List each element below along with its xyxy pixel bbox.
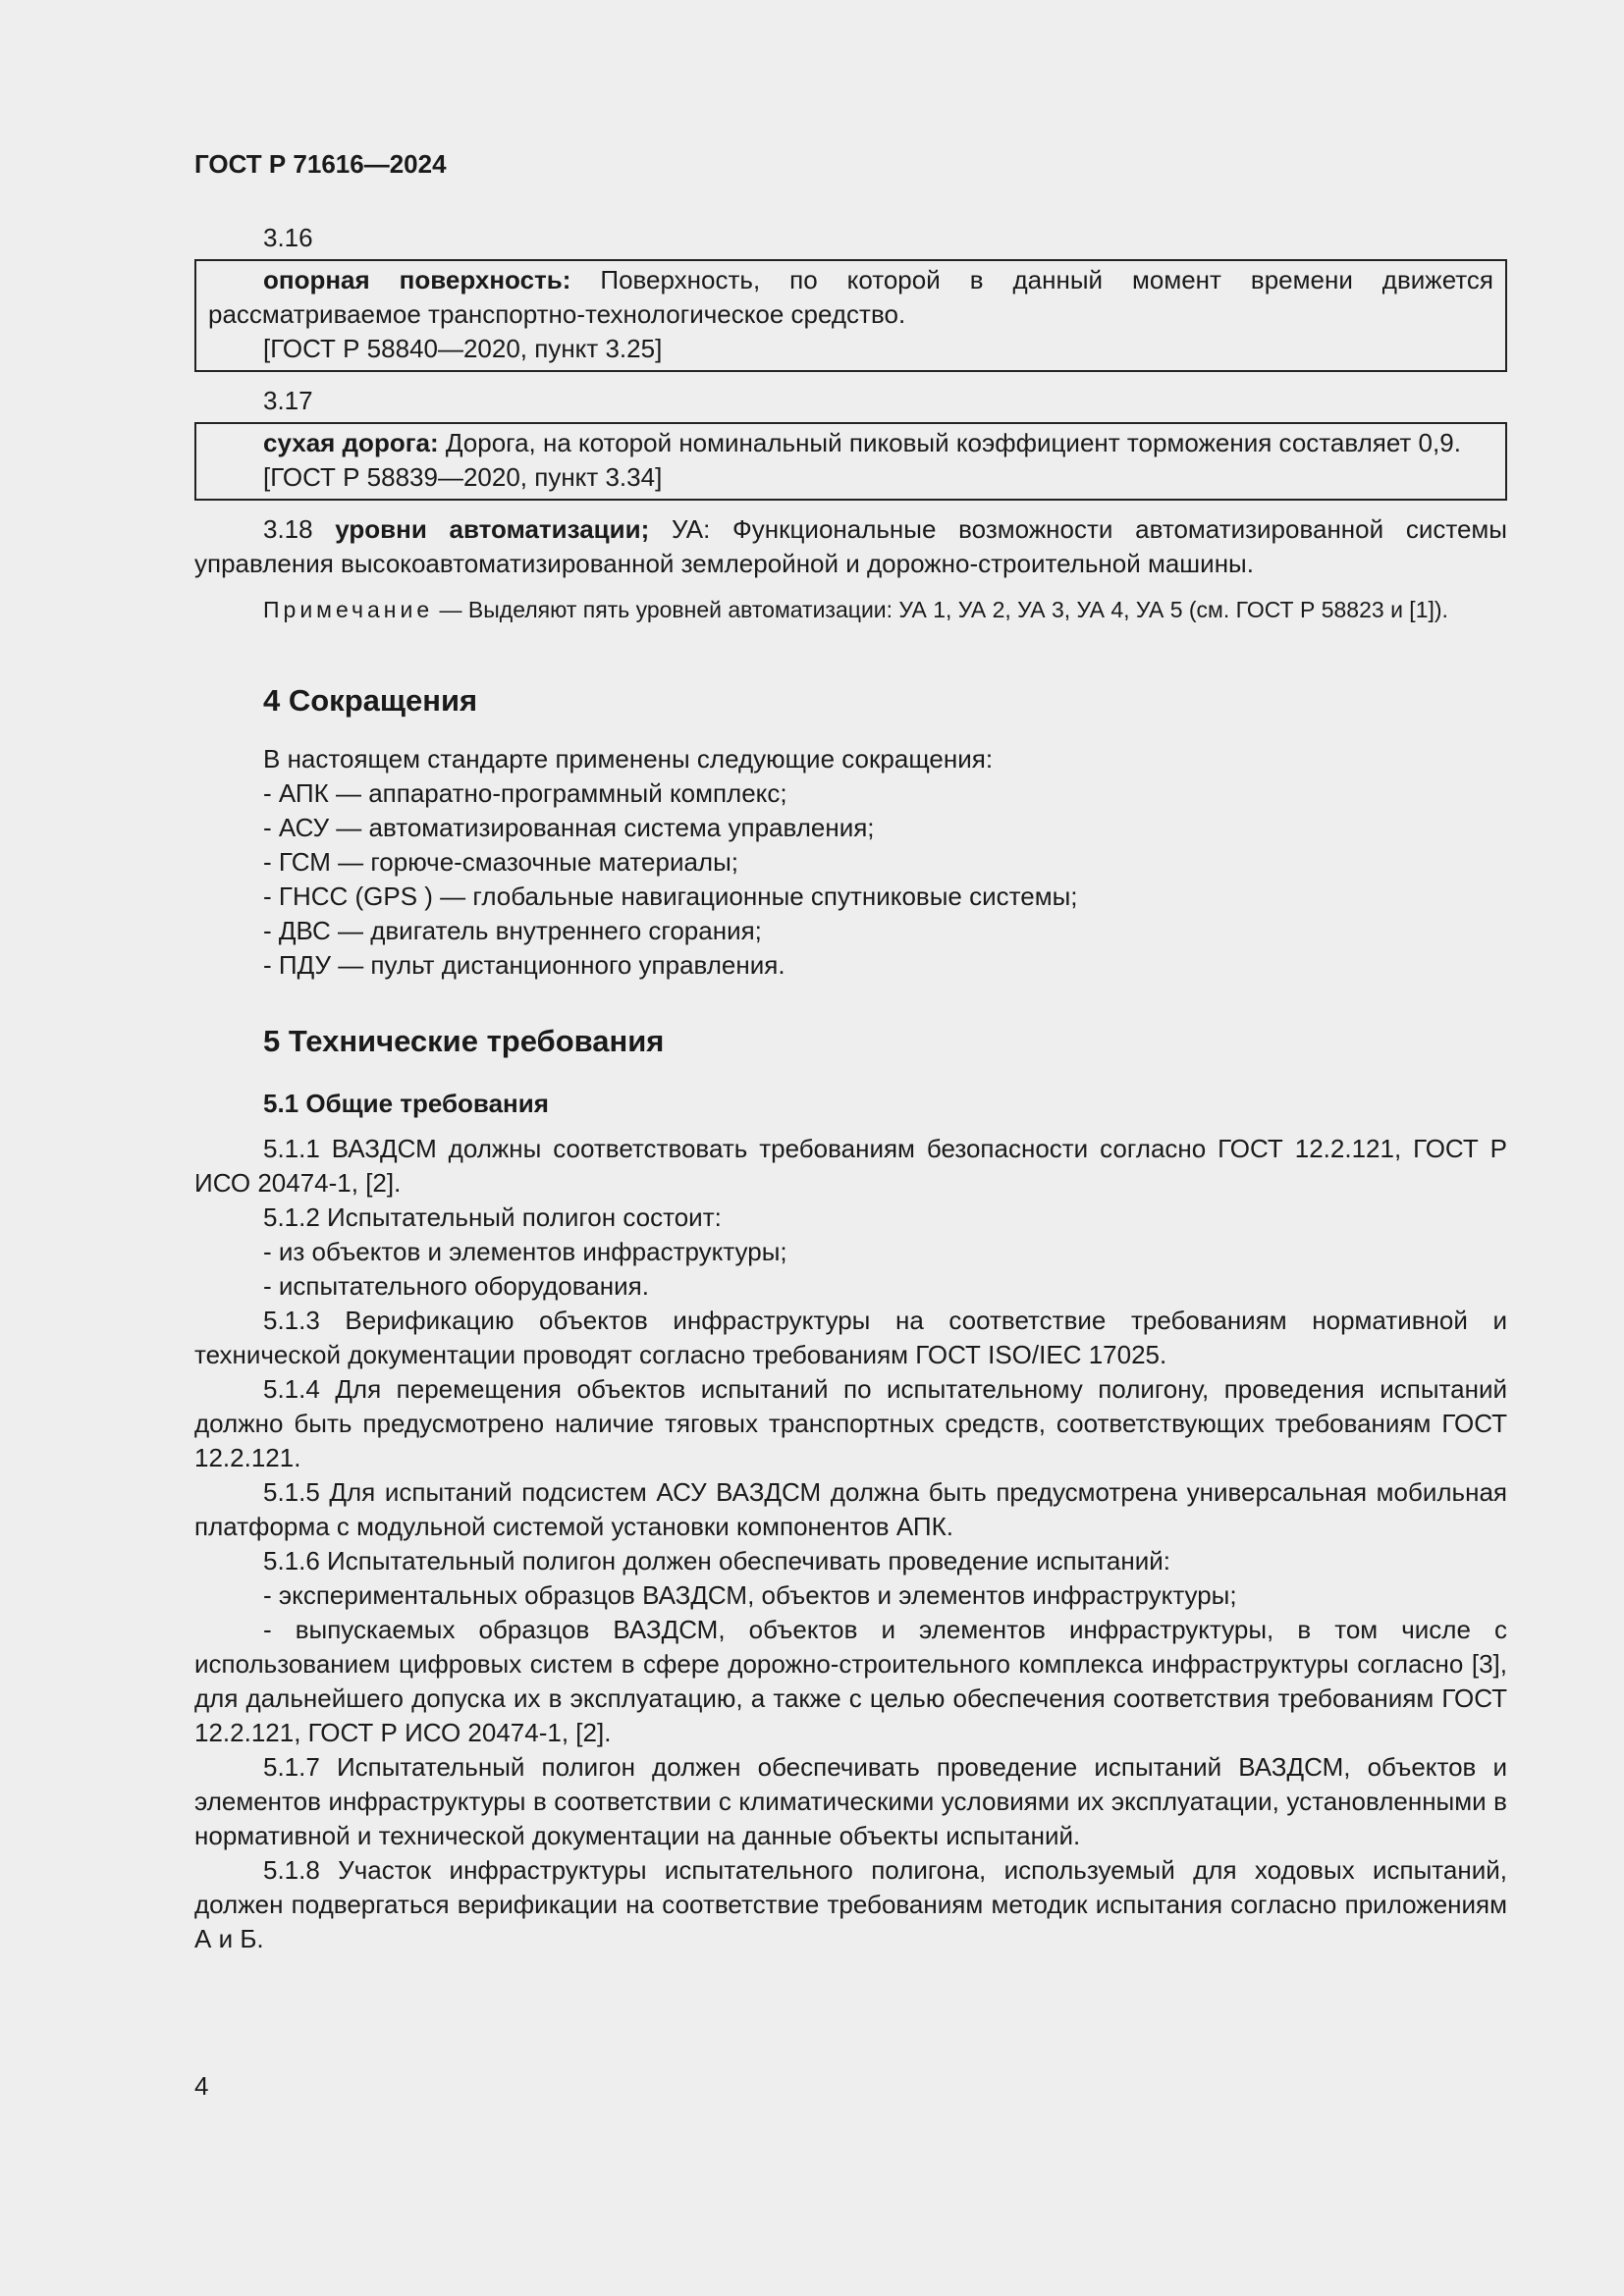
- paragraph: 5.1.7 Испытательный полигон должен обеспечивать проведение испытаний ВАЗДСМ, объектов и элементов инфраструктуры в соответствии с климатическими условиями их эксплуатации, установленными в нормативной и технической документации на данные объекты испытаний.: [194, 1752, 1507, 1850]
- term-paragraph: [194, 512, 1507, 581]
- term-number: 3.18: [263, 514, 336, 544]
- note-label: Примечание: [263, 597, 434, 622]
- paragraph: 5.1.6 Испытательный полигон должен обеспечивать проведение испытаний:: [263, 1546, 1170, 1575]
- paragraph: 5.1.4 Для перемещения объектов испытаний по испытательному полигону, проведения испытаний должно быть предусмотрено наличие тяговых транспортных средств, соответствующих требованиям ГОСТ 12.2.121.: [194, 1374, 1507, 1472]
- term-definition: [208, 426, 1493, 460]
- paragraph: 5.1.2 Испытательный полигон состоит:: [263, 1202, 722, 1232]
- paragraph: 5.1.1 ВАЗДСМ должны соответствовать требованиям безопасности согласно ГОСТ 12.2.121, ГОСТ Р ИСО 20474-1, [2].: [194, 1134, 1507, 1198]
- term-text: Дорога, на которой номинальный пиковый коэффициент торможения составляет 0,9.: [438, 428, 1461, 457]
- term-box: [194, 422, 1507, 501]
- list-item: - ПДУ — пульт дистанционного управления.: [263, 950, 785, 980]
- section-heading: 4 Сокращения: [263, 683, 478, 718]
- term-number: 3.17: [263, 386, 313, 415]
- list-item: - АПК — аппаратно-программный комплекс;: [263, 778, 787, 808]
- list-item: - ДВС — двигатель внутреннего сгорания;: [263, 916, 762, 945]
- section-heading: 5 Технические требования: [263, 1024, 665, 1058]
- note-text: — Выделяют пять уровней автоматизации: УА 1, УА 2, УА 3, УА 4, УА 5 (см. ГОСТ Р 58823 и [1]).: [433, 597, 1448, 622]
- document-header: ГОСТ Р 71616—2024: [194, 149, 447, 179]
- paragraph: 5.1.3 Верификацию объектов инфраструктуры на соответствие требованиям нормативной и технической документации проводят согласно требованиям ГОСТ ISO/IEC 17025.: [194, 1306, 1507, 1369]
- term-source: [ГОСТ Р 58839—2020, пункт 3.34]: [263, 462, 663, 492]
- list-item-long: - выпускаемых образцов ВАЗДСМ, объектов и элементов инфраструктуры, в том числе с использованием цифровых систем в сфере дорожно-строительного комплекса инфраструктуры согласно [3], для дальнейшего допуска их в эксплуатацию, а также с целью обеспечения соответствия требованиям ГОСТ 12.2.121, ГОСТ Р ИСО 20474-1, [2].: [194, 1615, 1507, 1747]
- page-number: 4: [194, 2071, 209, 2101]
- list-item: - из объектов и элементов инфраструктуры;: [263, 1237, 787, 1266]
- paragraph: 5.1.5 Для испытаний подсистем АСУ ВАЗДСМ должна быть предусмотрена универсальная мобильная платформа с модульной системой установки компонентов АПК.: [194, 1477, 1507, 1541]
- term-text: Поверхность, по которой в данный момент времени движется рассматриваемое транспортно-технологическое средство.: [208, 265, 1493, 329]
- note: [194, 593, 1507, 626]
- list-item: - испытательного оборудования.: [263, 1271, 649, 1301]
- term-number: 3.16: [263, 223, 313, 252]
- list-item: - ГНСС (GPS ) — глобальные навигационные спутниковые системы;: [263, 881, 1078, 911]
- subsection-heading: 5.1 Общие требования: [263, 1089, 549, 1118]
- list-item: - экспериментальных образцов ВАЗДСМ, объектов и элементов инфраструктуры;: [263, 1580, 1237, 1610]
- term-text: УА: Функциональные возможности автоматизированной системы управления высокоавтоматизированной землеройной и дорожно-строительной машины.: [194, 514, 1507, 578]
- term-definition: [208, 263, 1493, 332]
- list-item: - ГСМ — горюче-смазочные материалы;: [263, 847, 739, 877]
- abbreviations-list: [194, 742, 1507, 983]
- term-source: [ГОСТ Р 58840—2020, пункт 3.25]: [263, 334, 663, 363]
- term-name: сухая дорога:: [263, 428, 439, 457]
- term-name: уровни автоматизации;: [335, 514, 650, 544]
- list-intro: В настоящем стандарте применены следующие сокращения:: [263, 744, 994, 774]
- term-box: [194, 259, 1507, 372]
- term-name: опорная поверхность:: [263, 265, 571, 294]
- list-item: - АСУ — автоматизированная система управления;: [263, 813, 875, 842]
- page-content: [194, 147, 1507, 1956]
- paragraph: 5.1.8 Участок инфраструктуры испытательного полигона, используемый для ходовых испытаний, должен подвергаться верификации на соответствие требованиям методик испытания согласно приложениям А и Б.: [194, 1855, 1507, 1953]
